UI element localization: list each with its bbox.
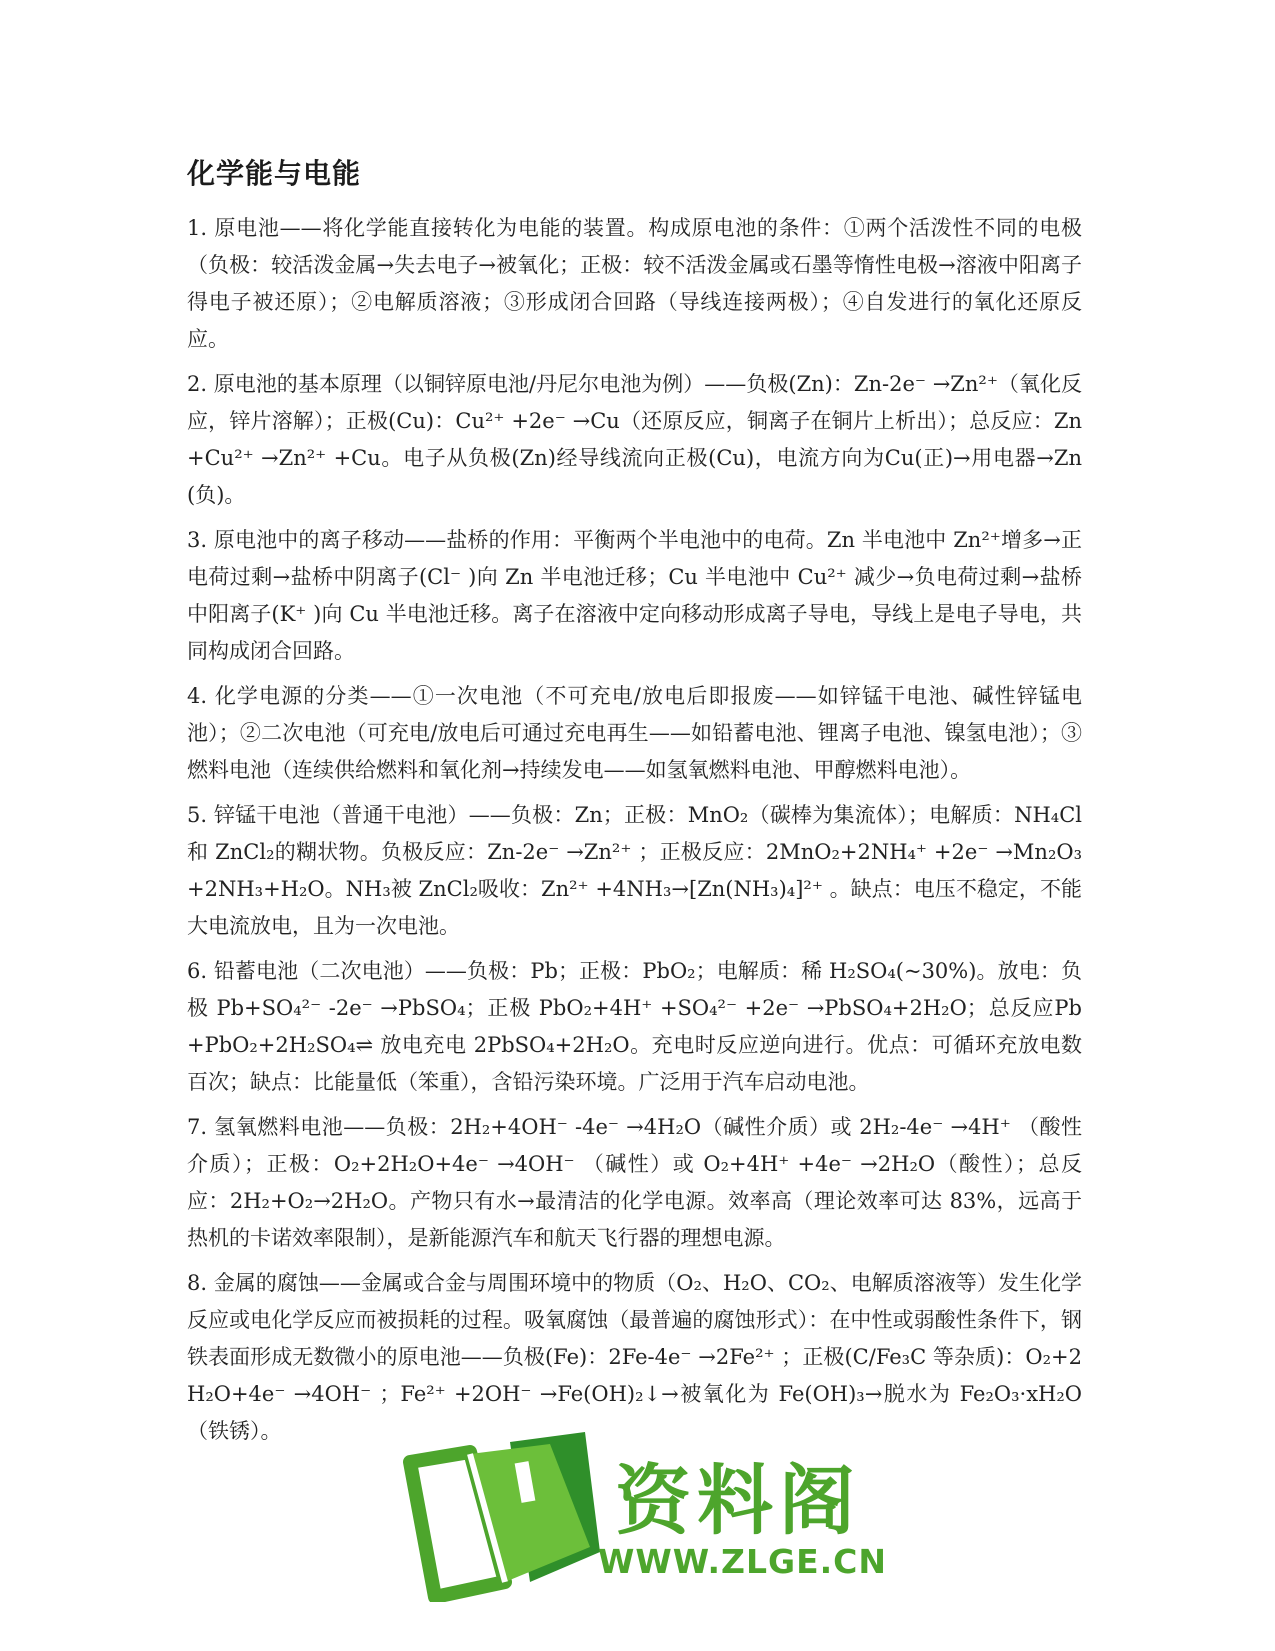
paragraph-5: 5. 锌锰干电池（普通干电池）——负极：Zn；正极：MnO₂（碳棒为集流体）；电解质：NH₄Cl 和 ZnCl₂的糊状物。负极反应：Zn-2e⁻ →Zn²⁺ ；正极反应：2MnO₂+2NH₄⁺ +2e⁻ →Mn₂O₃+2NH₃+H₂O。NH₃被 ZnCl₂吸收：Zn²⁺ +4NH₃→[Zn(NH₃)₄]²⁺ 。缺点：电压不稳定，不能大电流放电，且为一次电池。 — [187, 803, 1082, 938]
paragraph-6: 6. 铅蓄电池（二次电池）——负极：Pb；正极：PbO₂；电解质：稀 H₂SO₄(~30%)。放电：负极 Pb+SO₄²⁻ -2e⁻ →PbSO₄；正极 PbO₂+4H⁺ +SO₄²⁻ +2e⁻ →PbSO₄+2H₂O；总反应Pb+PbO₂+2H₂SO₄⇌ 放电充电 2PbSO₄+2H₂O。充电时反应逆向进行。优点：可循环充放电数百次；缺点：比能量低（笨重），含铅污染环境。广泛用于汽车启动电池。 — [187, 959, 1082, 1094]
watermark-url: WWW.ZLGE.CN — [598, 1542, 888, 1581]
paragraph-1: 1. 原电池——将化学能直接转化为电能的装置。构成原电池的条件：①两个活泼性不同的电极（负极：较活泼金属→失去电子→被氧化；正极：较不活泼金属或石墨等惰性电极→溶液中阳离子得电子被还原）；②电解质溶液；③形成闭合回路（导线连接两极）；④自发进行的氧化还原反应。 — [187, 216, 1082, 351]
paragraph-3: 3. 原电池中的离子移动——盐桥的作用：平衡两个半电池中的电荷。Zn 半电池中 Zn²⁺增多→正电荷过剩→盐桥中阴离子(Cl⁻ )向 Zn 半电池迁移；Cu 半电池中 Cu²⁺ 减少→负电荷过剩→盐桥中阳离子(K⁺ )向 Cu 半电池迁移。离子在溶液中定向移动形成离子导电，导线上是电子导电，共同构成闭合回路。 — [187, 528, 1082, 663]
watermark-site-name: 资料阁 — [615, 1456, 861, 1545]
document-title: 化学能与电能 — [187, 157, 362, 190]
paragraph-8: 8. 金属的腐蚀——金属或合金与周围环境中的物质（O₂、H₂O、CO₂、电解质溶液等）发生化学反应或电化学反应而被损耗的过程。吸氧腐蚀（最普遍的腐蚀形式）：在中性或弱酸性条件下，钢铁表面形成无数微小的原电池——负极(Fe)：2Fe-4e⁻ →2Fe²⁺ ；正极(C/Fe₃C 等杂质)：O₂+2H₂O+4e⁻ →4OH⁻ ；Fe²⁺ +2OH⁻ →Fe(OH)₂↓→被氧化为 Fe(OH)₃→脱水为 Fe₂O₃·xH₂O（铁锈）。 — [187, 1271, 1082, 1443]
paragraph-2: 2. 原电池的基本原理（以铜锌原电池/丹尼尔电池为例）——负极(Zn)：Zn-2e⁻ →Zn²⁺（氧化反应，锌片溶解）；正极(Cu)：Cu²⁺ +2e⁻ →Cu（还原反应，铜离子在铜片上析出）；总反应：Zn+Cu²⁺ →Zn²⁺ +Cu。电子从负极(Zn)经导线流向正极(Cu)，电流方向为Cu(正)→用电器→Zn(负)。 — [187, 372, 1082, 507]
book-logo-icon — [400, 1432, 610, 1602]
paragraph-7: 7. 氢氧燃料电池——负极：2H₂+4OH⁻ -4e⁻ →4H₂O（碱性介质）或 2H₂-4e⁻ →4H⁺ （酸性介质）；正极：O₂+2H₂O+4e⁻ →4OH⁻ （碱性）或 O₂+4H⁺ +4e⁻ →2H₂O（酸性）；总反应：2H₂+O₂→2H₂O。产物只有水→最清洁的化学电源。效率高（理论效率可达 83%，远高于热机的卡诺效率限制），是新能源汽车和航天飞行器的理想电源。 — [187, 1115, 1082, 1250]
paragraph-4: 4. 化学电源的分类——①一次电池（不可充电/放电后即报废——如锌锰干电池、碱性锌锰电池）；②二次电池（可充电/放电后可通过充电再生——如铅蓄电池、锂离子电池、镍氢电池）；③燃料电池（连续供给燃料和氧化剂→持续发电——如氢氧燃料电池、甲醇燃料电池）。 — [187, 684, 1082, 782]
watermark — [400, 1432, 888, 1602]
document-body — [187, 210, 1082, 1458]
